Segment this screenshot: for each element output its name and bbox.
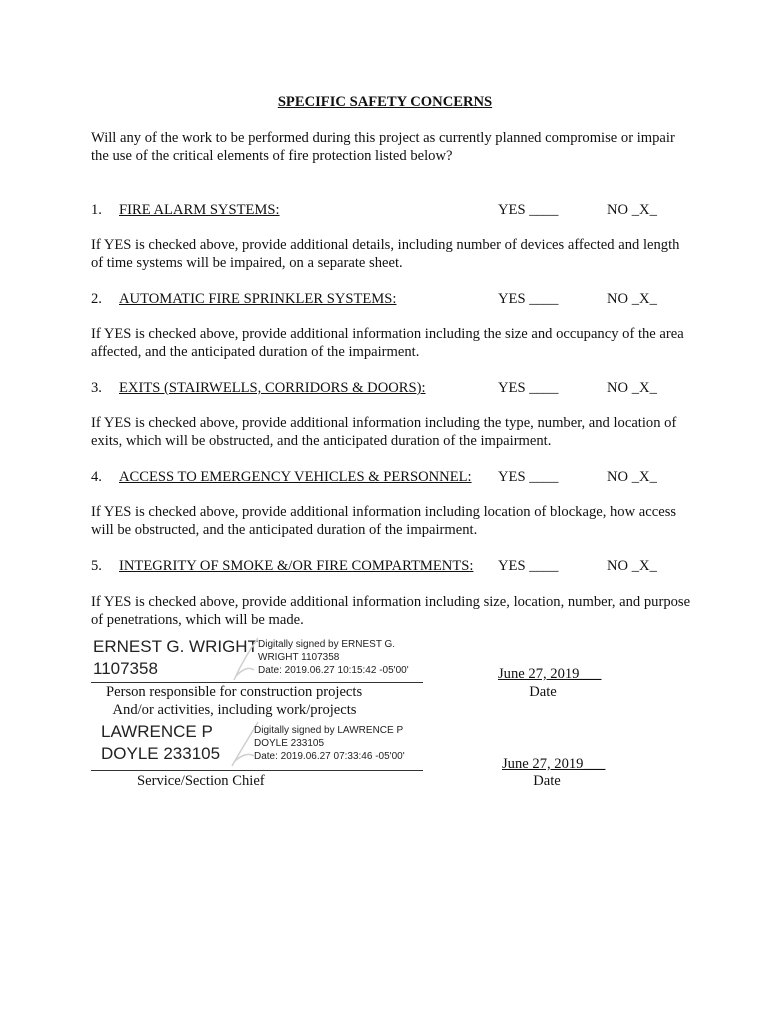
signature-line: [91, 770, 423, 771]
item-number: 4.: [91, 469, 102, 485]
yes-field[interactable]: YES ____: [498, 202, 559, 218]
digital-signature-details: Digitally signed by ERNEST G. WRIGHT 1107358 Date: 2019.06.27 10:15:42 -05'00': [258, 639, 409, 676]
signer-name: ERNEST G. WRIGHT 1107358: [93, 637, 258, 678]
no-field[interactable]: NO _X_: [607, 380, 657, 396]
item-number: 1.: [91, 202, 102, 218]
signer-role: Service/Section Chief: [137, 773, 265, 789]
item-number: 3.: [91, 380, 102, 396]
item-number: 2.: [91, 291, 102, 307]
no-field[interactable]: NO _X_: [607, 291, 657, 307]
no-field[interactable]: NO _X_: [607, 469, 657, 485]
signer-name: LAWRENCE P DOYLE 233105: [101, 722, 221, 763]
no-field[interactable]: NO _X_: [607, 558, 657, 574]
yes-field[interactable]: YES ____: [498, 291, 559, 307]
item-label-emergency-access: ACCESS TO EMERGENCY VEHICLES & PERSONNEL:: [119, 469, 472, 485]
signature-date: June 27, 2019___: [502, 756, 606, 772]
yes-field[interactable]: YES ____: [498, 558, 559, 574]
intro-paragraph: Will any of the work to be performed during this project as currently planned compromise or impair the use of the critical elements of fire protection listed below?: [91, 130, 675, 164]
item-label-exits: EXITS (STAIRWELLS, CORRIDORS & DOORS):: [119, 380, 426, 396]
item-label-sprinkler: AUTOMATIC FIRE SPRINKLER SYSTEMS:: [119, 291, 397, 307]
item-note: If YES is checked above, provide additional information including the type, number, and location of exits, which will be obstructed, and the anticipated duration of the impairment.: [91, 415, 677, 449]
signer-role: Person responsible for construction projects And/or activities, including work/projects: [106, 684, 363, 718]
digital-signature-details: Digitally signed by LAWRENCE P DOYLE 233105 Date: 2019.06.27 07:33:46 -05'00': [254, 725, 405, 762]
yes-field[interactable]: YES ____: [498, 380, 559, 396]
item-number: 5.: [91, 558, 102, 574]
item-label-fire-alarm: FIRE ALARM SYSTEMS:: [119, 202, 280, 218]
item-note: If YES is checked above, provide additional information including the size and occupancy of the area affected, and the anticipated duration of the impairment.: [91, 326, 684, 360]
date-label: Date: [529, 684, 557, 700]
item-note: If YES is checked above, provide additional information including location of blockage, how access will be obstructed, and the anticipated duration of the impairment.: [91, 504, 677, 538]
yes-field[interactable]: YES ____: [498, 469, 559, 485]
no-field[interactable]: NO _X_: [607, 202, 657, 218]
document-title: SPECIFIC SAFETY CONCERNS: [277, 94, 493, 110]
item-note: If YES is checked above, provide additional information including size, location, number, and purpose of penetrations, which will be made.: [91, 594, 691, 628]
signature-date: June 27, 2019___: [498, 666, 602, 682]
item-note: If YES is checked above, provide additional details, including number of devices affected and length of time systems will be impaired, on a separate sheet.: [91, 237, 680, 271]
item-label-compartments: INTEGRITY OF SMOKE &/OR FIRE COMPARTMENTS:: [119, 558, 474, 574]
date-label: Date: [533, 773, 561, 789]
